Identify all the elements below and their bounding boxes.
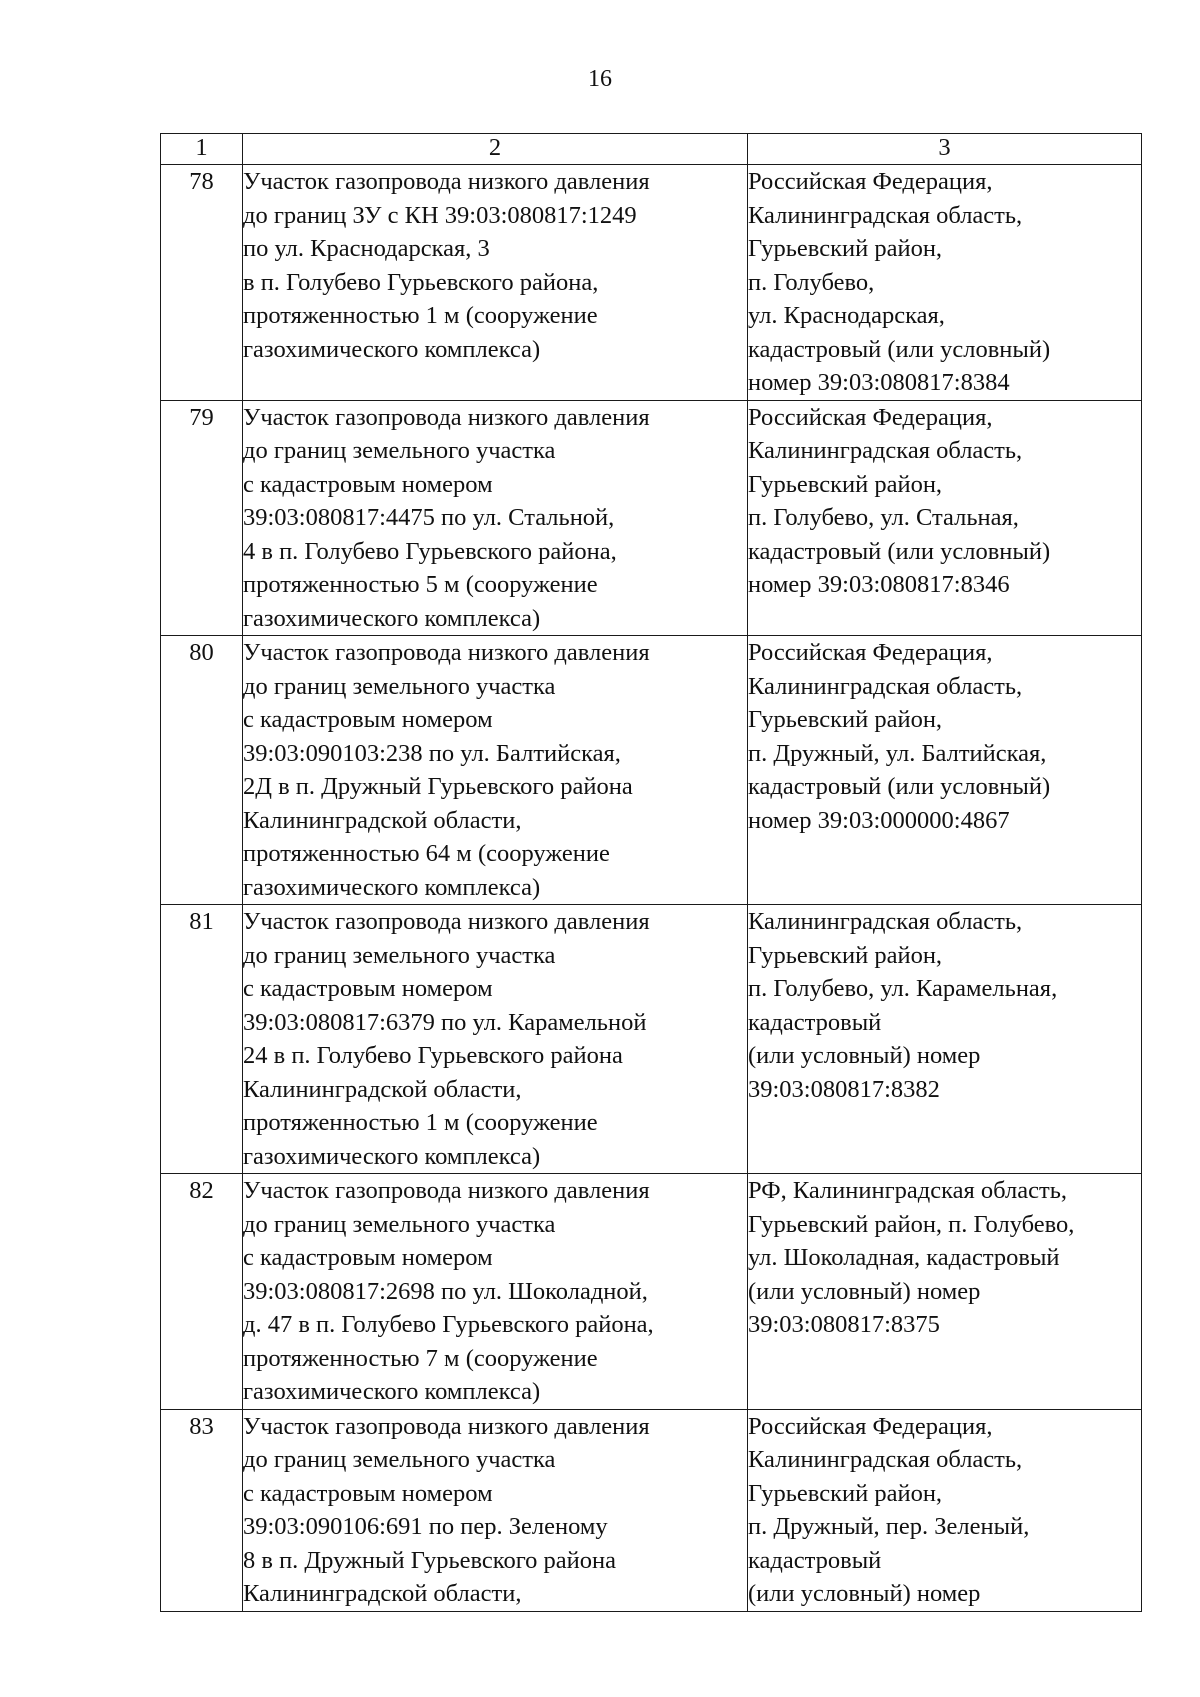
object-description [243, 1174, 748, 1410]
description-line: Участок газопровода низкого давления [243, 908, 650, 935]
description-line: 24 в п. Голубево Гурьевского района [243, 1042, 623, 1069]
address-line: Калининградская область, [748, 908, 1023, 935]
description-line: Калининградской области, [243, 1075, 522, 1103]
address-line: (или условный) номер [748, 1277, 981, 1305]
row-number: 82 [161, 1174, 243, 1410]
description-line: протяженностью 64 м (сооружение [243, 840, 610, 867]
object-description [243, 1409, 748, 1611]
description-line: протяженностью 1 м (сооружение [243, 1109, 598, 1136]
row-number: 81 [161, 905, 243, 1174]
description-line: 4 в п. Голубево Гурьевского района, [243, 537, 617, 565]
address-line: п. Дружный, пер. Зеленый, [748, 1513, 1030, 1540]
address-line: номер 39:03:080817:8346 [748, 571, 1010, 598]
address-line: 39:03:080817:8382 [748, 1075, 940, 1103]
header-col-2: 2 [243, 134, 748, 165]
objects-table [160, 133, 1142, 1612]
description-line: 39:03:080817:2698 по ул. Шоколадной, [243, 1277, 648, 1305]
address-line: Гурьевский район, [748, 1479, 943, 1507]
object-description [243, 636, 748, 905]
address-line: Калининградская область, [748, 1446, 1023, 1473]
row-number: 80 [161, 636, 243, 905]
address-line: (или условный) номер [748, 1042, 981, 1069]
description-line: Участок газопровода низкого давления [243, 1177, 650, 1204]
object-address [748, 636, 1142, 905]
description-line: 8 в п. Дружный Гурьевского района [243, 1546, 617, 1574]
table-row [161, 165, 1142, 401]
page-number: 16 [588, 66, 612, 92]
row-number: 78 [161, 165, 243, 401]
description-line: с кадастровым номером [243, 1479, 493, 1507]
description-line: 39:03:090103:238 по ул. Балтийская, [243, 739, 621, 767]
description-line: 39:03:080817:6379 по ул. Карамельной [243, 1008, 647, 1036]
description-line: до границ ЗУ с КН 39:03:080817:1249 [243, 201, 637, 229]
description-line: протяженностью 5 м (сооружение [243, 571, 598, 598]
address-line: п. Дружный, ул. Балтийская, [748, 739, 1047, 767]
description-line: Калининградской области, [243, 1580, 522, 1607]
description-line: газохимического комплекса) [243, 1142, 541, 1170]
description-line: 2Д в п. Дружный Гурьевского района [243, 773, 633, 800]
description-line: Калининградской области, [243, 806, 522, 834]
object-address [748, 165, 1142, 401]
description-line: Участок газопровода низкого давления [243, 403, 650, 431]
address-line: п. Голубево, [748, 268, 875, 296]
description-line: с кадастровым номером [243, 975, 493, 1002]
description-line: д. 47 в п. Голубево Гурьевского района, [243, 1311, 654, 1338]
address-line: кадастровый (или условный) [748, 335, 1051, 363]
address-line: Гурьевский район, [748, 941, 943, 969]
address-line: кадастровый [748, 1008, 882, 1036]
object-description [243, 165, 748, 401]
address-line: Российская Федерация, [748, 1412, 993, 1440]
address-line: кадастровый (или условный) [748, 537, 1051, 565]
description-line: до границ земельного участка [243, 941, 556, 969]
header-col-1: 1 [161, 134, 243, 165]
object-address [748, 1409, 1142, 1611]
address-line: Гурьевский район, [748, 706, 943, 733]
address-line: Российская Федерация, [748, 639, 993, 666]
address-line: Калининградская область, [748, 672, 1023, 700]
object-address [748, 1174, 1142, 1410]
description-line: газохимического комплекса) [243, 873, 541, 901]
address-line: номер 39:03:080817:8384 [748, 369, 1010, 396]
address-line: кадастровый [748, 1546, 882, 1574]
description-line: до границ земельного участка [243, 1210, 556, 1238]
header-col-3: 3 [748, 134, 1142, 165]
address-line: Российская Федерация, [748, 403, 993, 431]
table-row [161, 905, 1142, 1174]
address-line: Гурьевский район, [748, 235, 943, 262]
address-line: Российская Федерация, [748, 168, 993, 195]
address-line: номер 39:03:000000:4867 [748, 806, 1010, 834]
object-description [243, 905, 748, 1174]
description-line: газохимического комплекса) [243, 604, 541, 632]
description-line: с кадастровым номером [243, 1244, 493, 1271]
address-line: Гурьевский район, [748, 470, 943, 498]
description-line: с кадастровым номером [243, 470, 493, 498]
row-number: 83 [161, 1409, 243, 1611]
table-row [161, 400, 1142, 636]
address-line: п. Голубево, ул. Стальная, [748, 504, 1019, 531]
address-line: Калининградская область, [748, 437, 1023, 464]
description-line: по ул. Краснодарская, 3 [243, 235, 490, 262]
description-line: газохимического комплекса) [243, 1378, 541, 1405]
address-line: (или условный) номер [748, 1580, 981, 1607]
description-line: газохимического комплекса) [243, 335, 541, 363]
table-row [161, 636, 1142, 905]
description-line: Участок газопровода низкого давления [243, 168, 650, 195]
description-line: в п. Голубево Гурьевского района, [243, 268, 599, 296]
object-address [748, 905, 1142, 1174]
description-line: до границ земельного участка [243, 437, 556, 464]
address-line: п. Голубево, ул. Карамельная, [748, 975, 1058, 1002]
address-line: Калининградская область, [748, 201, 1023, 229]
description-line: 39:03:090106:691 по пер. Зеленому [243, 1513, 608, 1540]
description-line: Участок газопровода низкого давления [243, 1412, 650, 1440]
description-line: протяженностью 7 м (сооружение [243, 1344, 598, 1372]
address-line: ул. Шоколадная, кадастровый [748, 1244, 1060, 1271]
address-line: РФ, Калининградская область, [748, 1177, 1067, 1204]
description-line: 39:03:080817:4475 по ул. Стальной, [243, 504, 615, 531]
description-line: до границ земельного участка [243, 1446, 556, 1473]
table-header-row [161, 134, 1142, 165]
address-line: кадастровый (или условный) [748, 773, 1051, 800]
description-line: с кадастровым номером [243, 706, 493, 733]
address-line: ул. Краснодарская, [748, 302, 945, 329]
table-row [161, 1174, 1142, 1410]
object-address [748, 400, 1142, 636]
row-number: 79 [161, 400, 243, 636]
object-description [243, 400, 748, 636]
table-row [161, 1409, 1142, 1611]
description-line: протяженностью 1 м (сооружение [243, 302, 598, 329]
address-line: Гурьевский район, п. Голубево, [748, 1210, 1075, 1238]
description-line: до границ земельного участка [243, 672, 556, 700]
description-line: Участок газопровода низкого давления [243, 639, 650, 666]
address-line: 39:03:080817:8375 [748, 1311, 940, 1338]
